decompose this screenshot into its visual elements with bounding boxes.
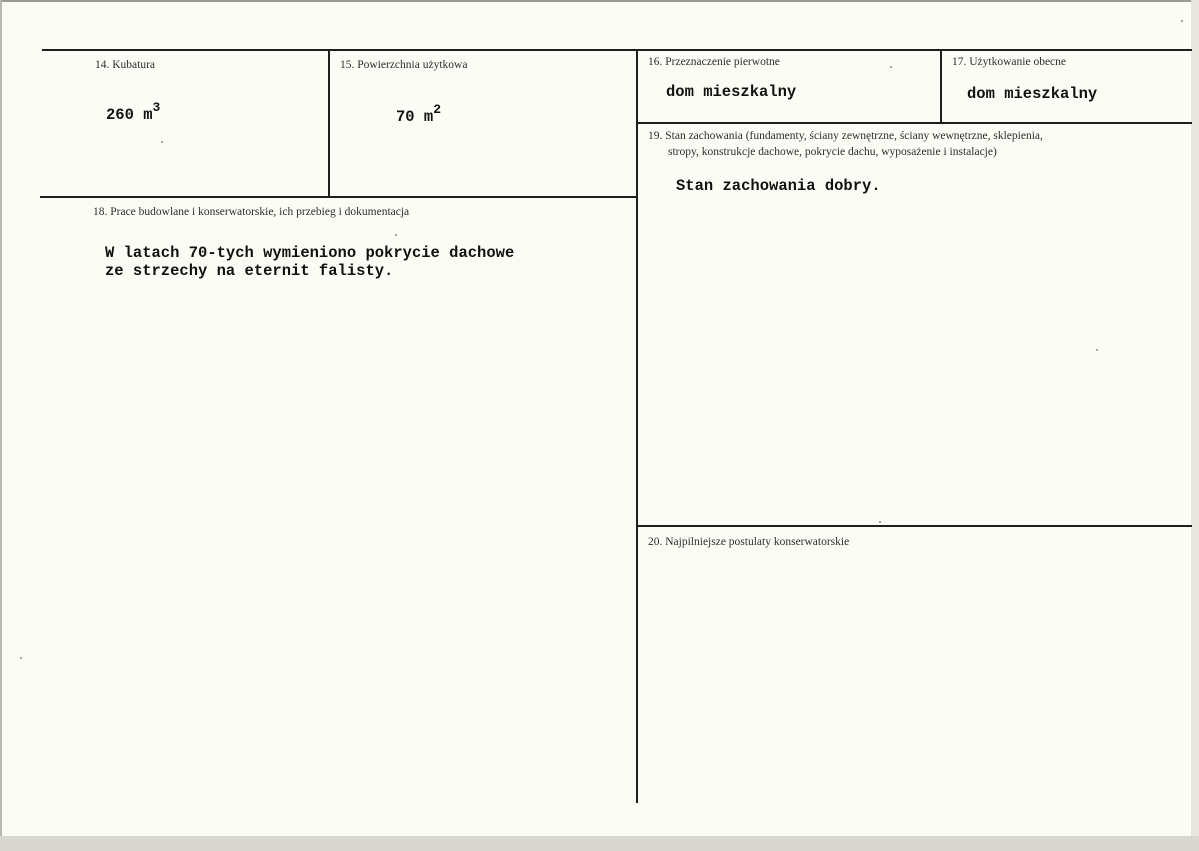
top-rule (42, 49, 1192, 51)
field-14-value (106, 100, 161, 125)
cubature-exponent: 3 (152, 100, 161, 115)
field-16-value: dom mieszkalny (666, 83, 797, 101)
scan-speck (1096, 349, 1098, 351)
field-16-label: 16. Przeznaczenie pierwotne (648, 56, 780, 68)
scan-border-top (0, 0, 1199, 2)
scan-speck (1181, 20, 1183, 22)
rule-under-16-17 (636, 122, 1192, 124)
scan-speck (20, 657, 22, 659)
rule-under-14-15 (40, 196, 637, 198)
field-18-line-2: ze strzechy na eternit falisty. (105, 262, 394, 280)
field-17-label: 17. Użytkowanie obecne (952, 56, 1067, 68)
field-14-label: 14. Kubatura (95, 59, 156, 71)
field-19-label-line-1: 19. Stan zachowania (fundamenty, ściany zewnętrzne, ściany wewnętrzne, sklepienia, (648, 130, 1043, 142)
field-19-value: Stan zachowania dobry. (676, 177, 881, 195)
cubature-value: 260 m (106, 106, 153, 124)
area-value: 70 m (396, 108, 434, 126)
field-18-label: 18. Prace budowlane i konserwatorskie, ich przebieg i dokumentacja (93, 206, 410, 218)
divider-14-15 (328, 49, 330, 197)
field-15-value (396, 102, 442, 127)
divider-16-17 (940, 49, 942, 123)
rule-above-20 (636, 525, 1192, 527)
field-17-value: dom mieszkalny (967, 85, 1098, 103)
scan-speck (890, 66, 892, 68)
field-15-label: 15. Powierzchnia użytkowa (340, 59, 468, 71)
scan-speck (879, 521, 881, 523)
scan-border-bottom (0, 836, 1199, 851)
field-20-label: 20. Najpilniejsze postulaty konserwatorskie (648, 536, 850, 548)
scan-speck (161, 141, 163, 143)
scan-border-right (1191, 0, 1199, 836)
field-19-label-line-2: stropy, konstrukcje dachowe, pokrycie dachu, wyposażenie i instalacje) (668, 146, 997, 158)
area-exponent: 2 (433, 102, 442, 117)
scan-speck (395, 234, 397, 236)
divider-left-right (636, 49, 638, 803)
field-18-line-1: W latach 70-tych wymieniono pokrycie dachowe (105, 244, 515, 262)
scan-border-left (0, 0, 2, 851)
